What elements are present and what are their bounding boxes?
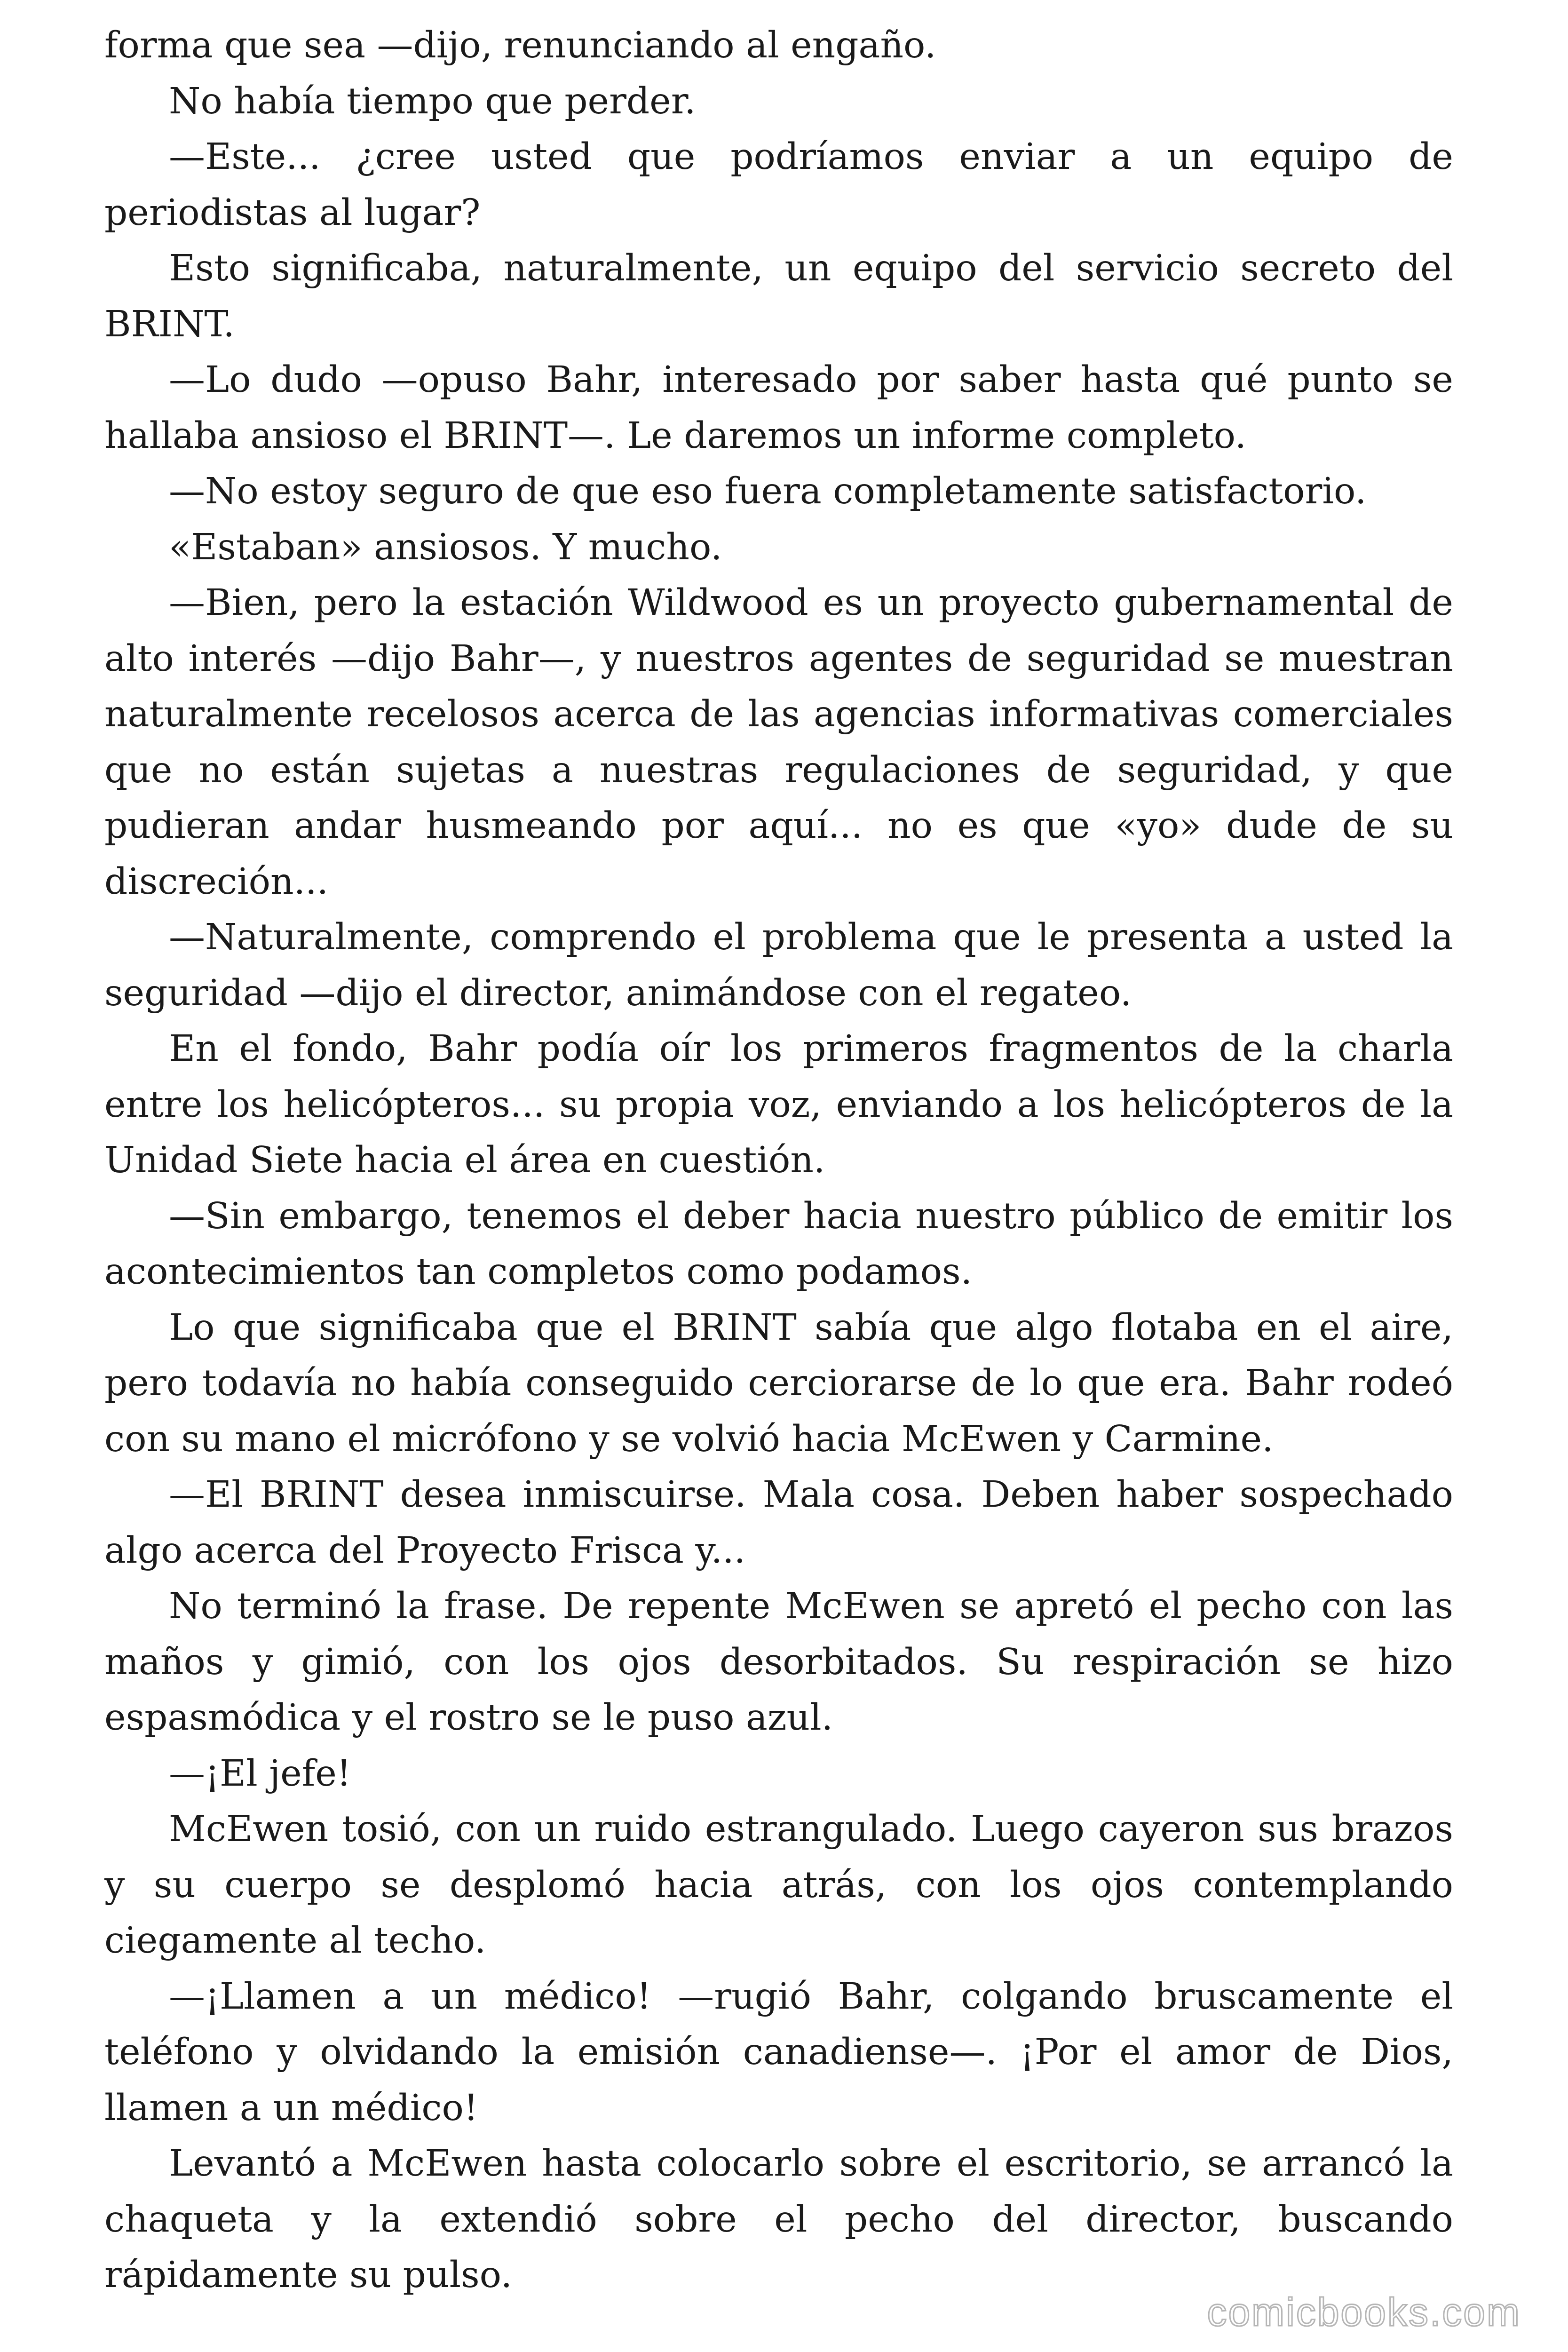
body-text	[104, 18, 1453, 2304]
paragraph: No terminó la frase. De repente McEwen se apretó el pecho con las maños y gimió, con los ojos desorbitados. Su respiración se hizo espasmódica y el rostro se le puso azul.	[104, 1585, 1453, 1739]
paragraph: Esto significaba, naturalmente, un equipo del servicio secreto del BRINT.	[104, 247, 1453, 345]
paragraph: Levantó a McEwen hasta colocarlo sobre el escritorio, se arrancó la chaqueta y la extendió sobre el pecho del director, buscando rápidamente su pulso.	[104, 2143, 1453, 2296]
paragraph: —No estoy seguro de que eso fuera completamente satisfactorio.	[169, 470, 1367, 512]
paragraph: —¡El jefe!	[169, 1752, 351, 1795]
paragraph: Lo que significaba que el BRINT sabía que algo flotaba en el aire, pero todavía no había conseguido cerciorarse de lo que era. Bahr rodeó con su mano el micrófono y se volvió hacia McEwen y Carmine.	[104, 1306, 1453, 1460]
paragraph: —Sin embargo, tenemos el deber hacia nuestro público de emitir los acontecimientos tan completos como podamos.	[104, 1195, 1453, 1293]
paragraph: No había tiempo que perder.	[169, 80, 696, 122]
paragraph: —Lo dudo —opuso Bahr, interesado por saber hasta qué punto se hallaba ansioso el BRINT—. Le daremos un informe completo.	[104, 359, 1453, 457]
paragraph: En el fondo, Bahr podía oír los primeros fragmentos de la charla entre los helicópteros... su propia voz, enviando a los helicópteros de la Unidad Siete hacia el área en cuestión.	[104, 1028, 1453, 1181]
paragraph-continuation: forma que sea —dijo, renunciando al engaño.	[104, 24, 936, 66]
paragraph: «Estaban» ansiosos. Y mucho.	[169, 526, 722, 568]
paragraph: —Este... ¿cree usted que podríamos enviar a un equipo de periodistas al lugar?	[104, 136, 1453, 234]
paragraph: McEwen tosió, con un ruido estrangulado. Luego cayeron sus brazos y su cuerpo se desplomó hacia atrás, con los ojos contemplando ciegamente al techo.	[104, 1808, 1453, 1962]
paragraph: —¡Llamen a un médico! —rugió Bahr, colgando bruscamente el teléfono y olvidando la emisión canadiense—. ¡Por el amor de Dios, llamen a un médico!	[104, 1975, 1453, 2129]
paragraph: —Bien, pero la estación Wildwood es un proyecto gubernamental de alto interés —dijo Bahr—, y nuestros agentes de seguridad se muestran naturalmente recelosos acerca de las agencias informativas comerciales que no están sujetas a nuestras regulaciones de seguridad, y que pudieran andar husmeando por aquí... no es que «yo» dude de su discreción...	[104, 582, 1453, 903]
watermark: comicbooks.com	[1207, 2290, 1521, 2334]
paragraph: —El BRINT desea inmiscuirse. Mala cosa. Deben haber sospechado algo acerca del Proyecto Frisca y...	[104, 1474, 1453, 1572]
paragraph: —Naturalmente, comprendo el problema que le presenta a usted la seguridad —dijo el director, animándose con el regateo.	[104, 916, 1453, 1014]
